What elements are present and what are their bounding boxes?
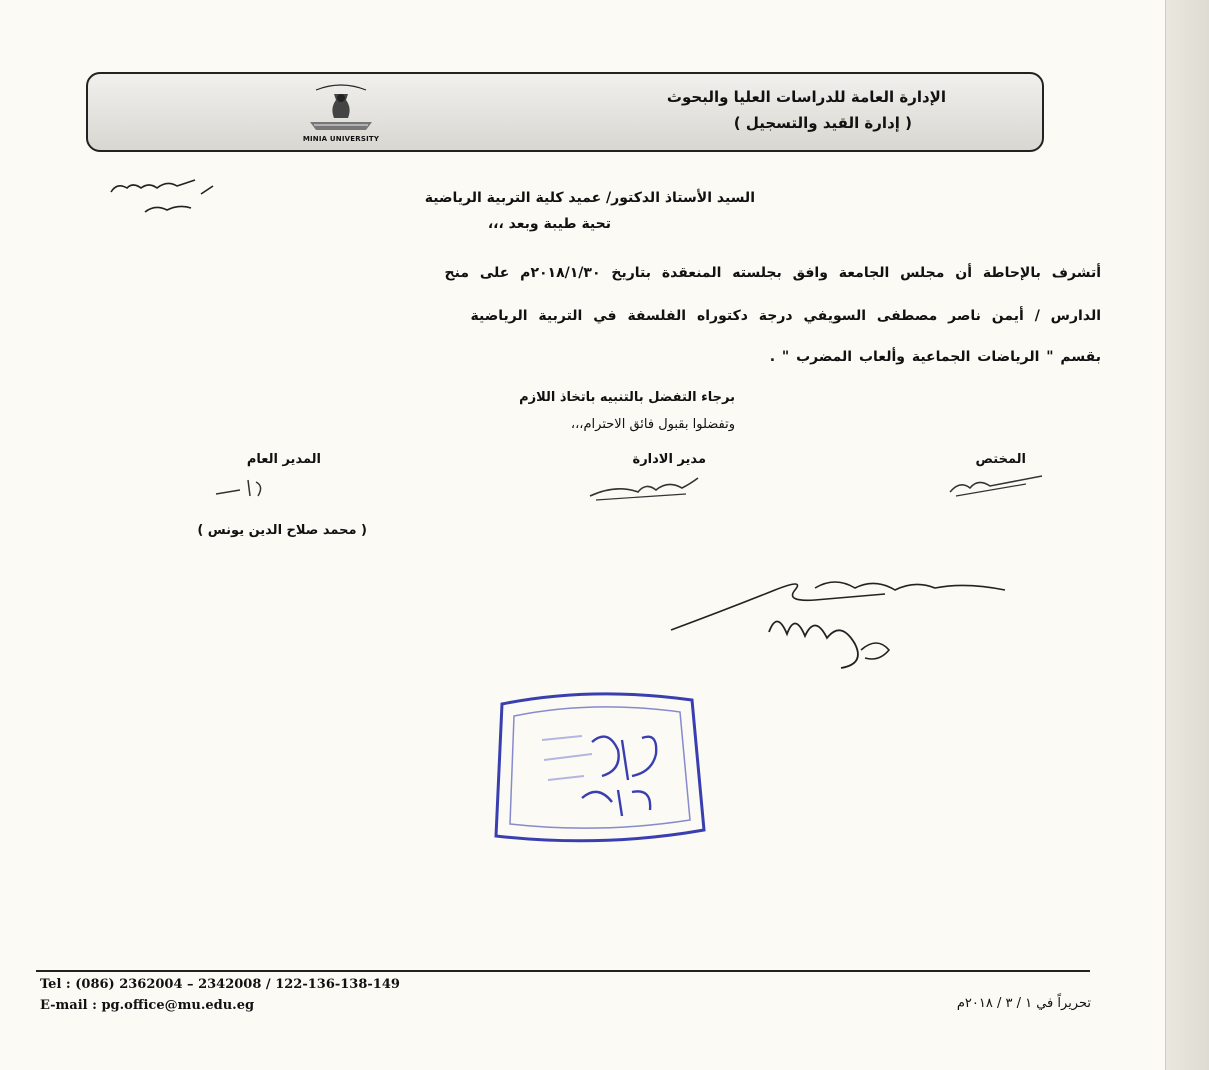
handwritten-annotation [665, 570, 1025, 690]
page-edge [1165, 0, 1209, 1070]
logo-text: MINIA UNIVERSITY [302, 135, 380, 143]
letter-body-line-1: أتشرف بالإحاطة أن مجلس الجامعة وافق بجلسته المنعقدة بتاريخ ٢٠١٨/١/٣٠م على منح [444, 265, 1101, 281]
letter-recipient: السيد الأستاذ الدكتور/ عميد كلية التربية الرياضية [424, 190, 755, 206]
general-manager-name: ( محمد صلاح الدين يونس ) [197, 523, 367, 538]
received-stamp [472, 680, 722, 860]
university-logo [296, 78, 386, 148]
footer-issue-date: تحريراً في ١ / ٣ / ٢٠١٨م [956, 996, 1091, 1011]
footer-telephone: Tel : (086) 2362004 – 2342008 / 122-136-138-149 [40, 977, 400, 992]
letter-body-line-3: بقسم " الرياضات الجماعية وألعاب المضرب " . [769, 349, 1101, 365]
footer-divider [36, 970, 1090, 972]
handwritten-reference-mark [105, 168, 235, 228]
letter-closing: وتفضلوا بقبول فائق الاحترام،،، [570, 417, 735, 432]
letterhead-subtitle: ( إدارة القيد والتسجيل ) [733, 114, 912, 132]
footer-email: E-mail : pg.office@mu.edu.eg [40, 998, 255, 1013]
letter-body-line-2: الدارس / أيمن ناصر مصطفى السويفي درجة دكتوراه الفلسفة في التربية الرياضية [470, 308, 1101, 324]
general-manager-label: المدير العام [246, 452, 321, 467]
letter-greeting: تحية طيبة وبعد ،،، [487, 216, 611, 232]
director-label: مدير الادارة [632, 452, 706, 467]
specialist-label: المختص [975, 452, 1026, 467]
general-manager-signature [210, 474, 270, 504]
director-signature [586, 470, 706, 506]
letter-request: برجاء التفضل بالتنبيه باتخاذ اللازم [519, 390, 735, 405]
specialist-signature [946, 470, 1046, 500]
letterhead [86, 72, 1044, 152]
letterhead-title: الإدارة العامة للدراسات العليا والبحوث [666, 88, 946, 106]
